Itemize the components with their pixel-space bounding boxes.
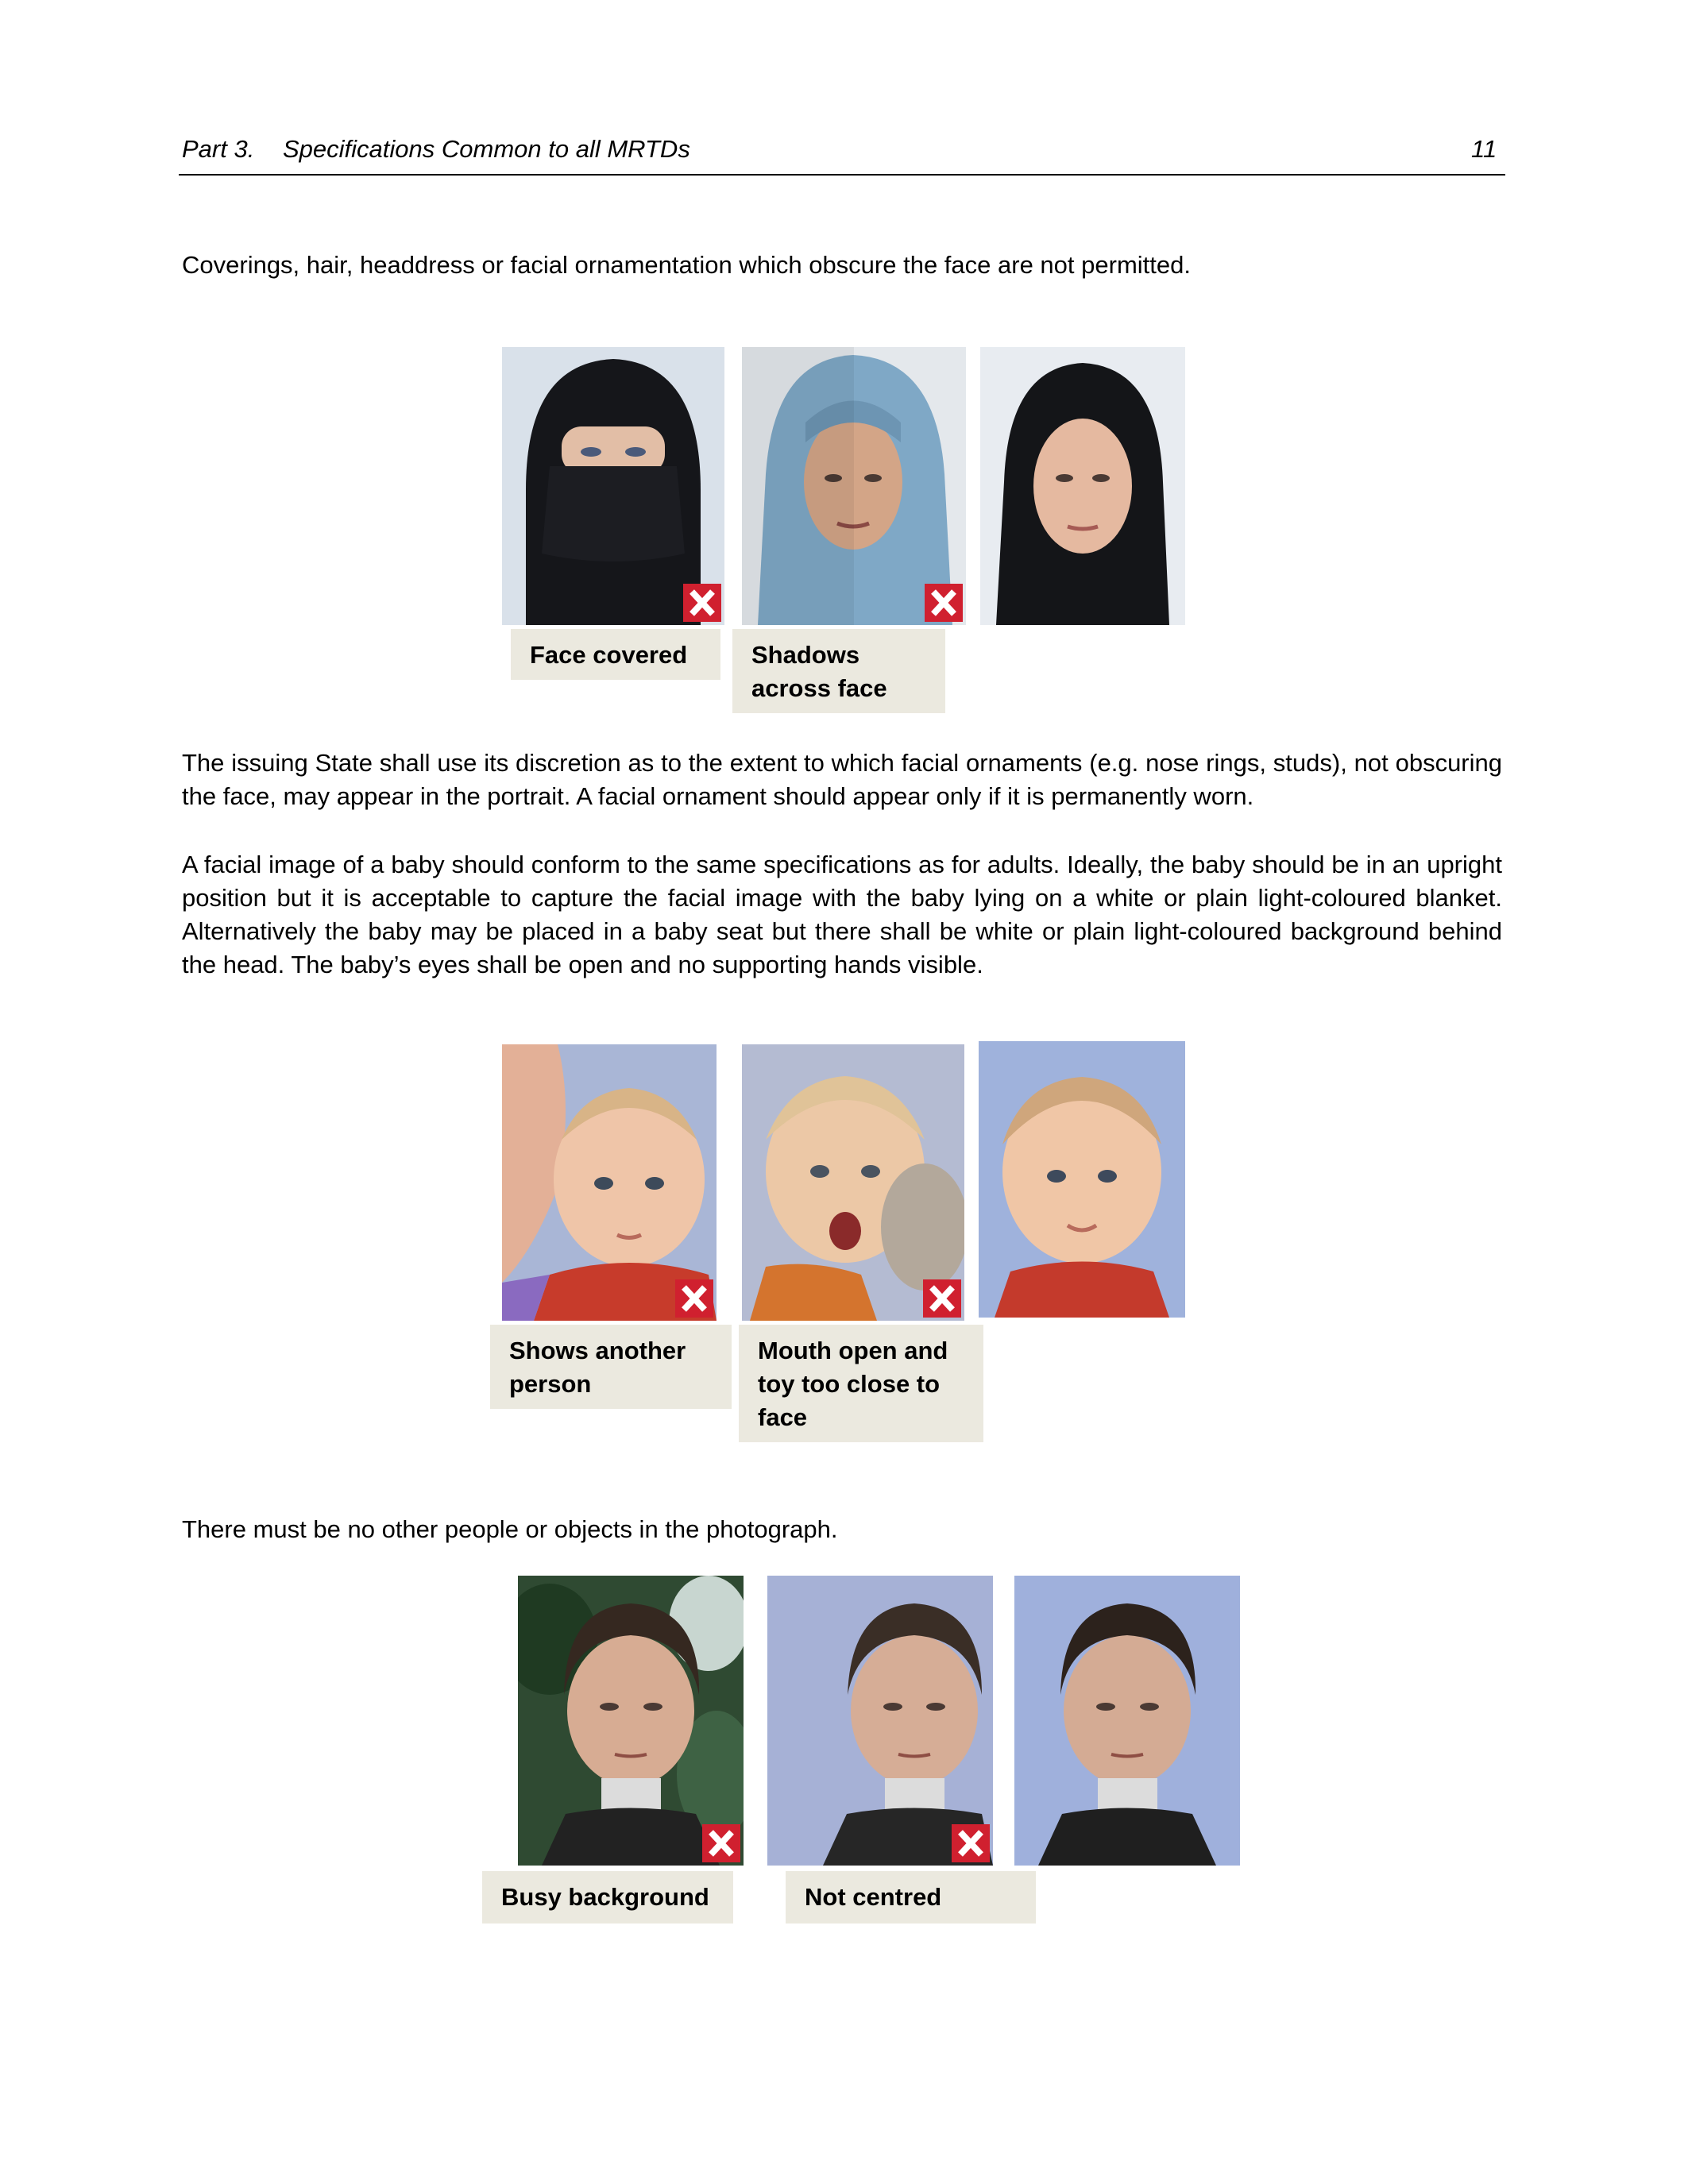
photo-shadows-across-face [742,347,966,625]
caption-busy-background: Busy background [482,1871,733,1924]
caption-shows-another-person: Shows another person [490,1325,732,1409]
photo-elderly-acceptable [1014,1576,1240,1866]
photo-headdress-acceptable [980,347,1185,625]
caption-face-covered: Face covered [511,629,720,680]
reject-x-icon [702,1824,740,1862]
caption-mouth-open-toy: Mouth open and toy too close to face [739,1325,983,1442]
paragraph-ornaments: The issuing State shall use its discretion as to the extent to which facial ornaments (e.g. nose rings, studs), not obscuring the face, may appear in the portrait. A facial ornament should appear only if it is permanently worn. [182,749,1502,810]
header-part: Part 3. [182,135,255,163]
photo-shows-another-person [502,1044,717,1321]
caption-shadows-across-face: Shadows across face [732,629,945,713]
reject-x-icon [923,1279,961,1318]
reject-x-icon [683,584,721,622]
header-title: Specifications Common to all MRTDs [283,135,690,163]
reject-x-icon [952,1824,990,1862]
photo-busy-background [518,1576,744,1866]
header-rule [179,174,1505,176]
photo-mouth-open-toy [742,1044,964,1321]
photo-baby-acceptable [979,1041,1185,1318]
photo-not-centred [767,1576,993,1866]
photo-face-covered [502,347,724,625]
paragraph-baby: A facial image of a baby should conform to the same specifications as for adults. Ideally, the baby should be in an upright position but it is acceptable to capture the facial image with the baby lying on a white or plain light-coloured blanket. Alternatively the baby may be placed in a baby seat but there shall be white or plain light-coloured background behind the head. The baby’s eyes shall be open and no supporting hands visible. [182,851,1502,978]
paragraph-coverings: Coverings, hair, headdress or facial ornamentation which obscure the face are not permitted. [182,251,1191,279]
paragraph-others: There must be no other people or objects in the photograph. [182,1515,838,1543]
reject-x-icon [925,584,963,622]
page-number: 11 [1471,135,1497,163]
caption-not-centred: Not centred [786,1871,1036,1924]
reject-x-icon [675,1279,713,1318]
